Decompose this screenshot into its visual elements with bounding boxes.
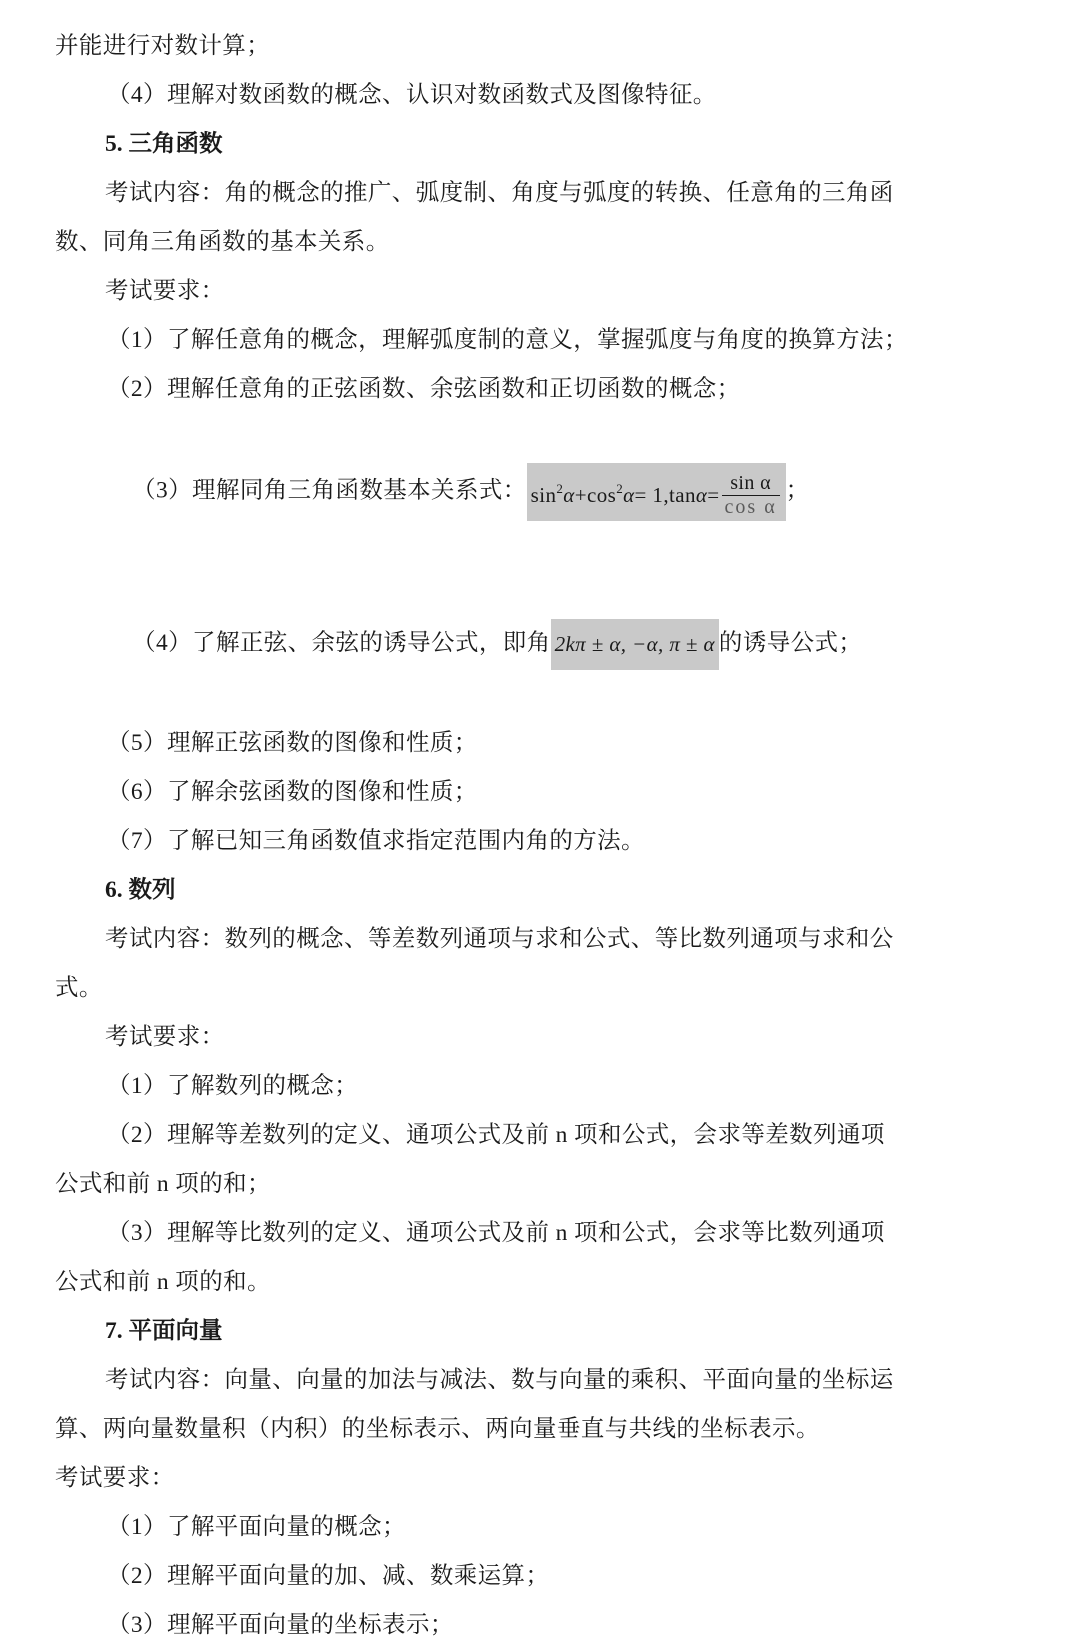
section6-item-3-line1: （3）理解等比数列的定义、通项公式及前 n 项和公式，会求等比数列通项 <box>107 1219 885 1246</box>
formula-alpha-2: α <box>623 482 635 507</box>
section5-item-5: （5）理解正弦函数的图像和性质； <box>107 729 478 756</box>
section6-item-2-line1: （2）理解等差数列的定义、通项公式及前 n 项和公式，会求等差数列通项 <box>107 1121 885 1148</box>
formula-trig-identity: $\sin^2\alpha+\cos^2\alpha= 1,\tan\alpha=$ $\frac{\text{sin α}}{\text{cos α}}$ <box>527 463 786 521</box>
formula-fraction-denominator: cos α <box>724 495 777 518</box>
formula-plus: + <box>574 482 587 507</box>
section7-item-1: （1）了解平面向量的概念； <box>107 1513 406 1540</box>
section-heading-6: 6. 数列 <box>105 876 176 903</box>
section5-item-3 <box>55 414 994 570</box>
formula-tan: tan <box>668 482 696 507</box>
section7-content-line1: 考试内容：向量、向量的加法与减法、数与向量的乘积、平面向量的坐标运 <box>105 1366 894 1393</box>
section5-item-3-text: （3）理解同角三角函数基本关系式： <box>132 477 527 504</box>
formula-exponent-2: 2 <box>616 481 624 496</box>
paragraph-continuation: 并能进行对数计算； <box>55 33 271 59</box>
formula-exponent-1: 2 <box>556 481 564 496</box>
formula-fraction-numerator: sin α <box>722 473 780 496</box>
section6-item-1: （1）了解数列的概念； <box>107 1072 359 1099</box>
section7-item-3: （3）理解平面向量的坐标表示； <box>107 1611 454 1638</box>
section5-item-6: （6）了解余弦函数的图像和性质； <box>107 778 478 805</box>
formula-equals-one: = 1, <box>634 482 669 507</box>
list-item: （4）理解对数函数的概念、认识对数函数式及图像特征。 <box>107 82 717 108</box>
section6-content-line1: 考试内容：数列的概念、等差数列通项与求和公式、等比数列通项与求和公 <box>105 925 894 952</box>
section7-content-line2: 算、两向量数量积（内积）的坐标表示、两向量垂直与共线的坐标表示。 <box>55 1415 820 1442</box>
section5-item-2: （2）理解任意角的正弦函数、余弦函数和正切函数的概念； <box>107 376 741 402</box>
section7-item-2: （2）理解平面向量的加、减、数乘运算； <box>107 1562 550 1589</box>
section6-requirements-label: 考试要求： <box>105 1023 225 1050</box>
formula-alpha-1: α <box>563 482 575 507</box>
section-heading-7: 7. 平面向量 <box>105 1317 223 1344</box>
formula-alpha-3: α <box>695 482 708 507</box>
section5-content-line1: 考试内容：角的概念的推广、弧度制、角度与弧度的转换、任意角的三角函 <box>105 180 894 206</box>
section7-requirements-label: 考试要求： <box>55 1464 175 1491</box>
section5-item-4-suffix: 的诱导公式； <box>718 629 863 656</box>
section5-item-1: （1）了解任意角的概念，理解弧度制的意义，掌握弧度与角度的换算方法； <box>107 327 908 353</box>
section-heading-5: 5. 三角函数 <box>105 131 223 157</box>
section5-item-7: （7）了解已知三角函数值求指定范围内角的方法。 <box>107 827 645 854</box>
section5-requirements-label: 考试要求： <box>105 278 225 304</box>
section5-item-4 <box>55 570 994 719</box>
formula-eq: = <box>707 482 720 507</box>
section5-content-line2: 数、同角三角函数的基本关系。 <box>55 229 390 255</box>
section6-content-line2: 式。 <box>55 974 103 1001</box>
formula-induction-angles: 2kπ ± α, −α, π ± α <box>551 619 719 670</box>
formula-fraction <box>722 473 780 518</box>
section6-item-3-line2: 公式和前 n 项的和。 <box>55 1268 271 1295</box>
section5-item-4-text: （4）了解正弦、余弦的诱导公式，即角 <box>132 629 551 656</box>
section5-item-3-suffix: ； <box>785 477 810 504</box>
section6-item-2-line2: 公式和前 n 项的和； <box>55 1170 271 1197</box>
